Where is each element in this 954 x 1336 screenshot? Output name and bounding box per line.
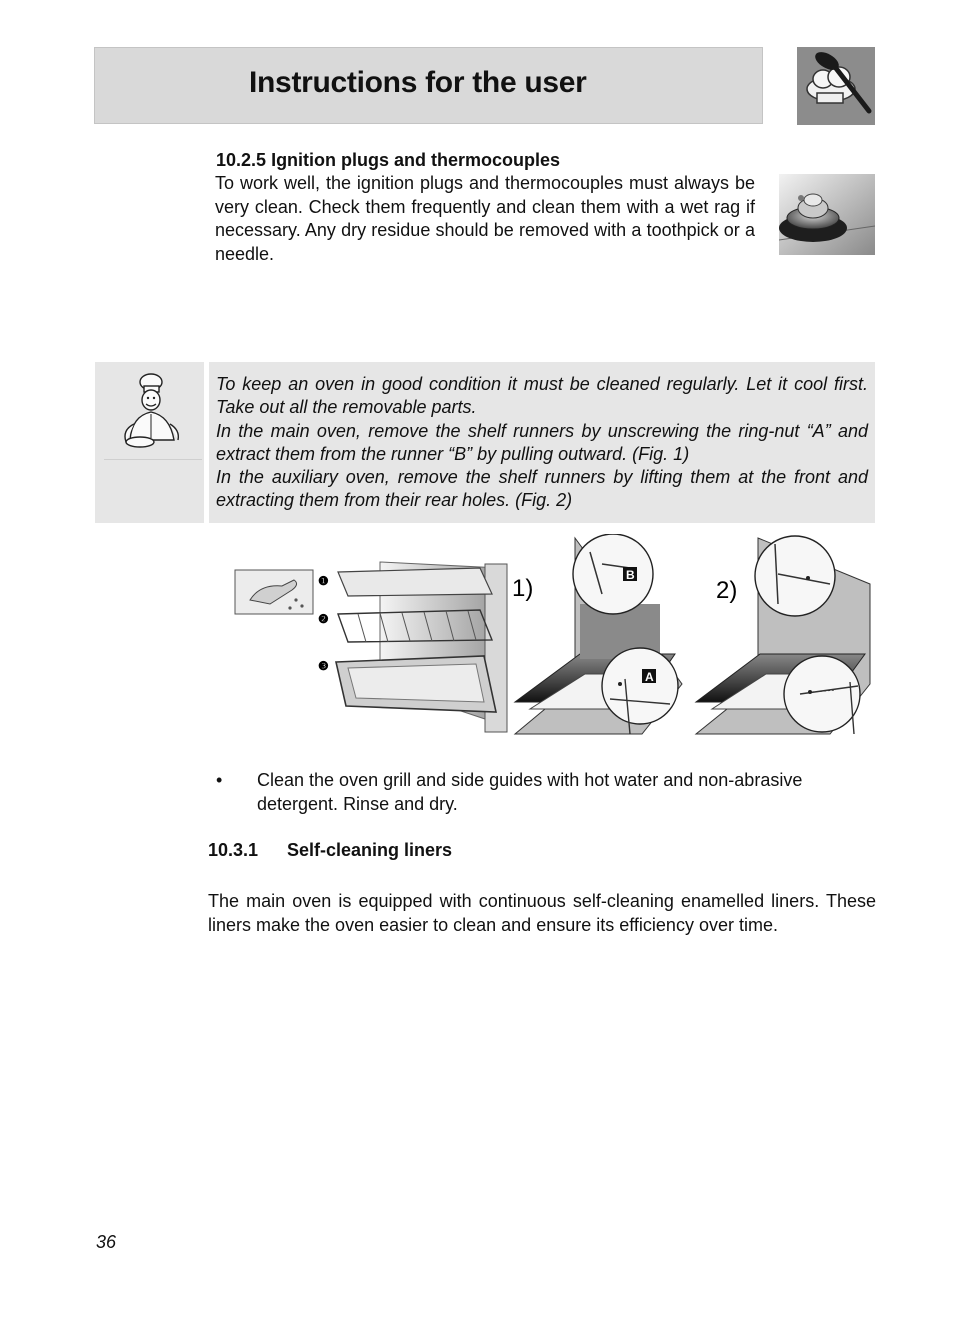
cleaning-note-text [216, 373, 868, 513]
section-number: 10.3.1 [208, 840, 259, 860]
note-paragraph: In the auxiliary oven, remove the shelf runners by lifting them at the front and extracting them from their rear holes. (Fig. 2) [216, 467, 868, 511]
note-paragraph: In the main oven, remove the shelf runners by unscrewing the ring-nut “A” and extract them from the runner “B” by pulling outward. (Fig. 1) [216, 420, 868, 464]
bullet-symbol: • [216, 770, 223, 790]
header-bar [94, 47, 763, 124]
marker-1: ❶ [318, 574, 329, 588]
marker-3: ❸ [318, 659, 329, 673]
gas-burner-image [779, 166, 875, 255]
section-body-liners: The main oven is equipped with continuous self-cleaning enamelled liners. These liners make the oven easier to clean and ensure its efficiency over time. [208, 891, 876, 935]
chef-cleaning-icon [104, 368, 202, 460]
section-heading-ignition [216, 150, 560, 171]
divider [104, 459, 202, 460]
page-number: 36 [96, 1232, 117, 1252]
section-title: Ignition plugs and thermocouples [271, 150, 561, 170]
page-title: Instructions for the user [249, 66, 587, 99]
marker-2: ❷ [318, 612, 329, 626]
callout-b: B [626, 568, 635, 582]
section-heading-liners [208, 840, 452, 861]
note-paragraph: To keep an oven in good condition it must be cleaned regularly. Let it cool first. Take out all the removable parts. [216, 374, 868, 418]
bullet-text: Clean the oven grill and side guides with hot water and non-abrasive detergent. Rinse and dry. [257, 770, 803, 814]
section-body-ignition: To work well, the ignition plugs and thermocouples must always be very clean. Check them frequently and clean them with a wet rag if necessary. Any dry residue should be removed with a toothpick or a needle. [215, 173, 755, 264]
chef-hat-spoon-icon [797, 47, 875, 125]
oven-shelf-runner-figure [230, 534, 875, 740]
section-number: 10.2.5 [216, 150, 267, 170]
callout-a: A [645, 670, 654, 684]
fig1-label: 1) [512, 575, 534, 602]
fig2-label: 2) [716, 577, 738, 604]
section-title: Self-cleaning liners [287, 840, 453, 860]
